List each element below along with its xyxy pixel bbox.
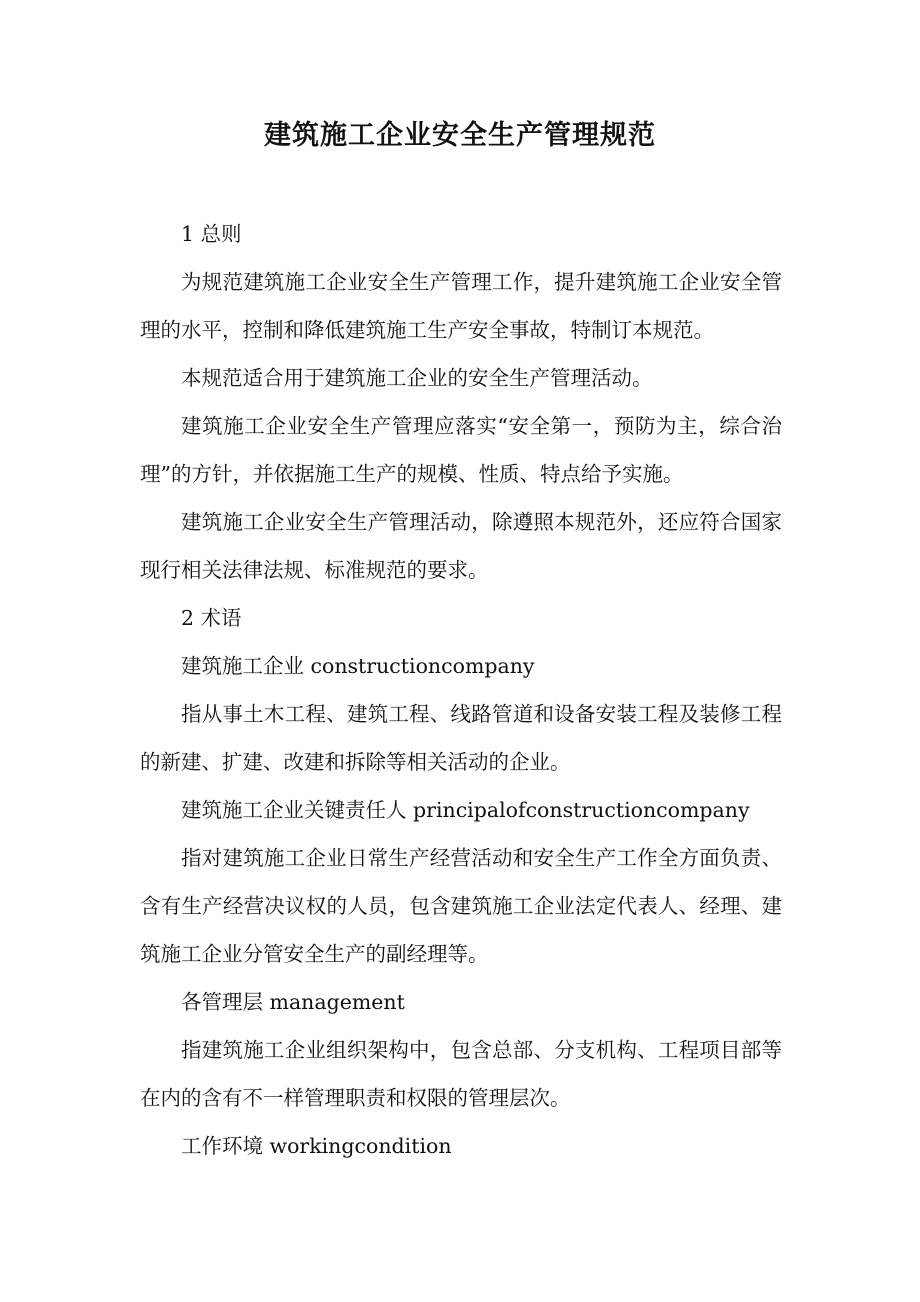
term-principal: 建筑施工企业关键责任人 principalofconstructioncompany: [181, 798, 750, 822]
paragraph-policy: 建筑施工企业安全生产管理应落实“安全第一，预防为主，综合治理”的方针，并依据施工生产的规模、性质、特点给予实施。: [140, 414, 782, 486]
document-title: 建筑施工企业安全生产管理规范: [264, 120, 656, 151]
section-heading-terms: 2 术语: [181, 606, 242, 630]
term-construction-company: 建筑施工企业 constructioncompany: [181, 654, 535, 678]
definition-construction-company: 指从事土木工程、建筑工程、线路管道和设备安装工程及装修工程的新建、扩建、改建和拆除等相关活动的企业。: [140, 702, 782, 774]
term-management: 各管理层 management: [181, 990, 405, 1014]
definition-principal: 指对建筑施工企业日常生产经营活动和安全生产工作全方面负责、含有生产经营决议权的人员，包含建筑施工企业法定代表人、经理、建筑施工企业分管安全生产的副经理等。: [140, 846, 782, 966]
paragraph-scope: 本规范适合用于建筑施工企业的安全生产管理活动。: [181, 366, 653, 390]
definition-management: 指建筑施工企业组织架构中，包含总部、分支机构、工程项目部等在内的含有不一样管理职责和权限的管理层次。: [140, 1038, 782, 1110]
term-working-condition: 工作环境 workingcondition: [181, 1134, 452, 1158]
section-heading-general: 1 总则: [181, 222, 242, 246]
document-body: [140, 210, 782, 1170]
paragraph-purpose: 为规范建筑施工企业安全生产管理工作，提升建筑施工企业安全管理的水平，控制和降低建筑施工生产安全事故，特制订本规范。: [140, 270, 782, 342]
paragraph-compliance: 建筑施工企业安全生产管理活动，除遵照本规范外，还应符合国家现行相关法律法规、标准规范的要求。: [140, 510, 782, 582]
